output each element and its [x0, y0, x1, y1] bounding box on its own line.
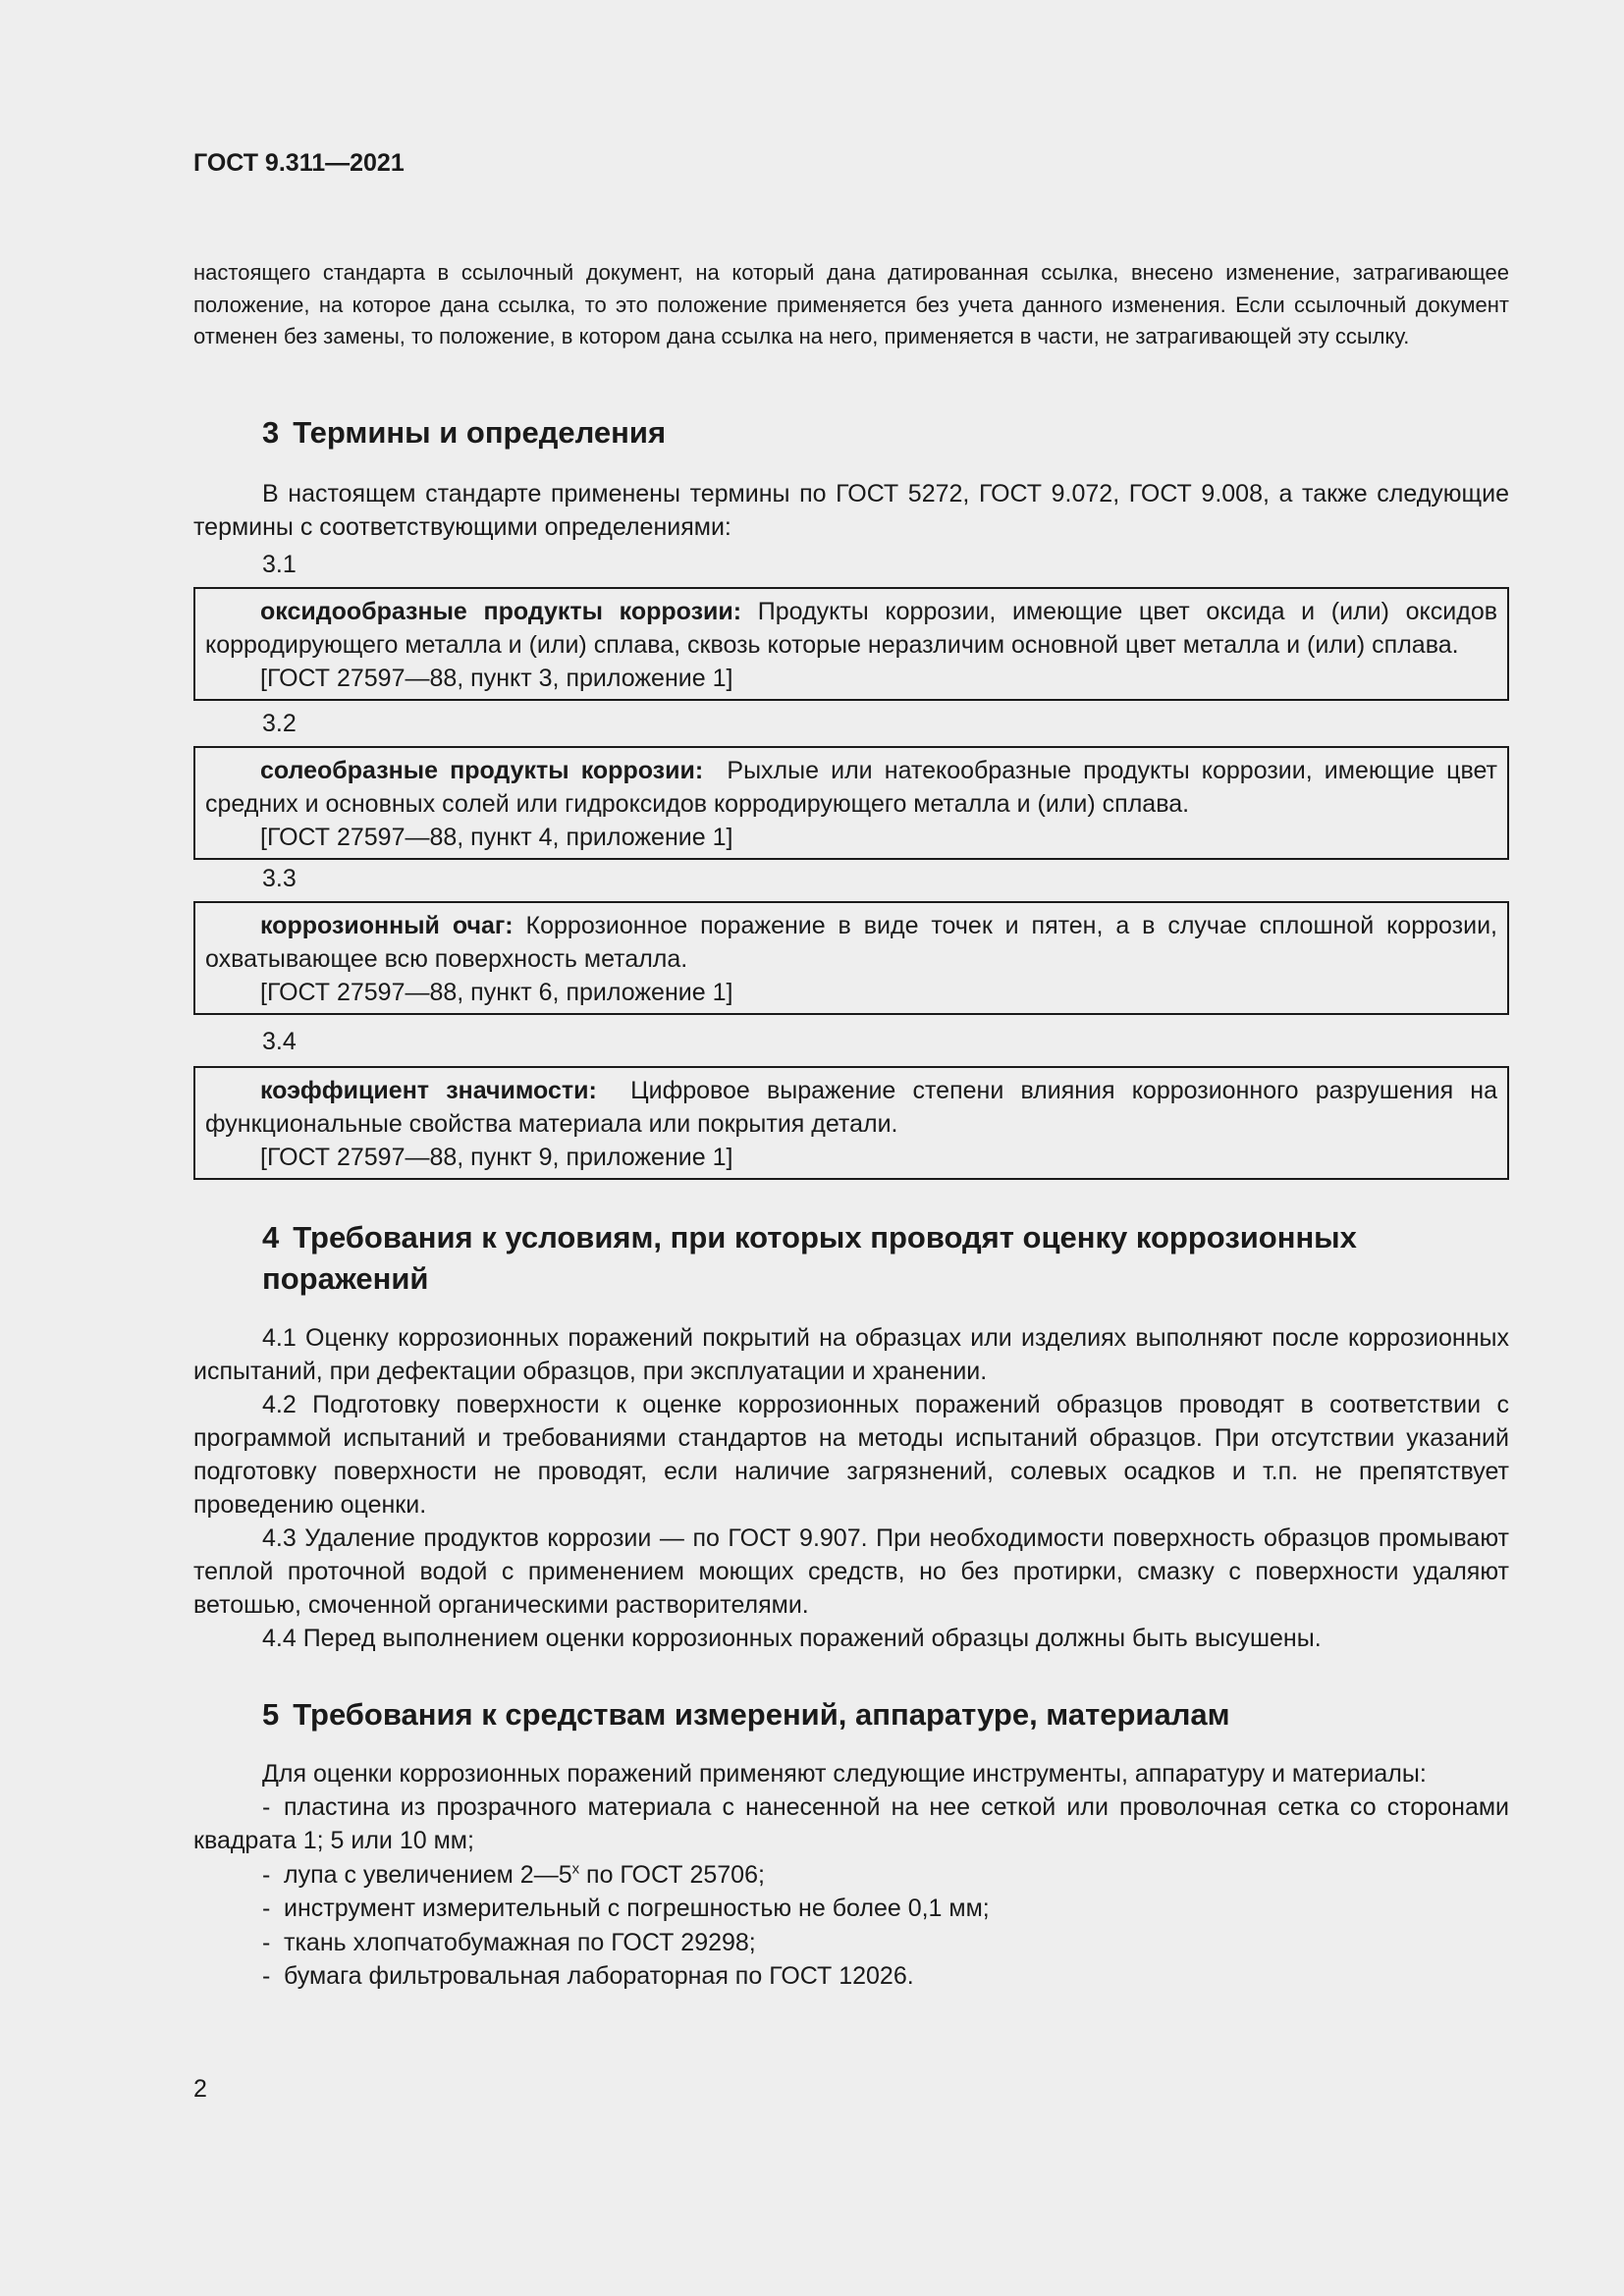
superscript: x	[571, 1860, 580, 1878]
term-box	[193, 901, 1509, 1015]
term-source: [ГОСТ 27597—88, пункт 9, приложение 1]	[260, 1143, 733, 1171]
term-source: [ГОСТ 27597—88, пункт 4, приложение 1]	[260, 823, 733, 851]
term-name: оксидообразные продукты коррозии:	[260, 597, 742, 625]
term-text: Коррозионное поражение в виде точек и пятен, а в случае сплошной коррозии, охватывающее всю поверхность металла.	[205, 911, 1497, 973]
section-4-number: 4	[262, 1219, 280, 1255]
term-name: солеобразные продукты коррозии:	[260, 756, 704, 784]
section-4-heading	[193, 1217, 1509, 1300]
page-number: 2	[193, 2075, 207, 2103]
intro-paragraph: настоящего стандарта в ссылочный документ, на который дана датированная ссылка, внесено изменение, затрагивающее положение, на которое дана ссылка, то это положение применяется без учета данного изменения. Если ссылочный документ отменен без замены, то положение, в котором дана ссылка на него, применяется в части, не затрагивающей эту ссылку.	[193, 260, 1509, 348]
list-item-text: ткань хлопчатобумажная по ГОСТ 29298;	[284, 1928, 756, 1956]
section-5-number: 5	[262, 1696, 280, 1732]
section-4-paragraph: 4.4 Перед выполнением оценки коррозионных поражений образцы должны быть высушены.	[262, 1624, 1322, 1652]
list-dash: -	[262, 1895, 271, 1922]
section-3-number: 3	[262, 414, 280, 450]
section-3-heading	[193, 412, 1509, 454]
list-item	[193, 1790, 1509, 1858]
section-4-paragraph: 4.1 Оценку коррозионных поражений покрытий на образцах или изделиях выполняют после коррозионных испытаний, при дефектации образцов, при эксплуатации и хранении.	[193, 1323, 1509, 1385]
list-dash: -	[262, 1962, 271, 1990]
list-item-text: бумага фильтровальная лабораторная по ГОСТ 12026.	[284, 1962, 914, 1990]
term-name: коэффициент значимости:	[260, 1076, 597, 1104]
section-4-title-line1: Требования к условиям, при которых проводят оценку коррозионных	[293, 1219, 1357, 1255]
term-definition	[205, 1074, 1497, 1141]
section-5-title: Требования к средствам измерений, аппаратуре, материалам	[293, 1696, 1230, 1732]
list-item	[193, 1858, 1509, 1893]
section-5-intro: Для оценки коррозионных поражений применяют следующие инструменты, аппаратуру и материалы:	[262, 1759, 1427, 1788]
section-3-title: Термины и определения	[293, 414, 667, 450]
term-text: Продукты коррозии, имеющие цвет оксида и (или) оксидов корродирующего металла и (или) сплава, сквозь которые неразличим основной цвет металла и (или) сплава.	[205, 597, 1498, 659]
term-number: 3.3	[262, 864, 297, 892]
list-item	[193, 1959, 1509, 1994]
page-content	[193, 145, 1509, 1994]
term-text: Рыхлые или натекообразные продукты коррозии, имеющие цвет средних и основных солей или гидроксидов корродирующего металла и (или) сплава.	[205, 756, 1497, 818]
list-item-text: лупа с увеличением 2—5	[284, 1860, 572, 1889]
term-number: 3.1	[262, 550, 297, 578]
term-text: Цифровое выражение степени влияния коррозионного разрушения на функциональные свойства материала или покрытия детали.	[205, 1076, 1497, 1138]
list-item-text: инструмент измерительный с погрешностью не более 0,1 мм;	[284, 1895, 990, 1922]
list-dash: -	[262, 1792, 271, 1821]
section-3-intro: В настоящем стандарте применены термины по ГОСТ 5272, ГОСТ 9.072, ГОСТ 9.008, а также следующие термины с соответствующими определениями:	[193, 479, 1509, 541]
section-4-paragraph: 4.2 Подготовку поверхности к оценке коррозионных поражений образцов проводят в соответствии с программой испытаний и требованиями стандартов на методы испытаний образцов. При отсутствии указаний подготовку поверхности не проводят, если наличие загрязнений, солевых осадков и т.п. не препятствует проведению оценки.	[193, 1390, 1509, 1519]
term-name: коррозионный очаг:	[260, 911, 514, 939]
list-item-text: пластина из прозрачного материала с нанесенной на нее сеткой или проволочная сетка со сторонами квадрата 1; 5 или 10 мм;	[193, 1792, 1509, 1854]
document-code: ГОСТ 9.311—2021	[193, 149, 405, 177]
section-4-title-line2: поражений	[262, 1260, 429, 1296]
term-definition	[205, 754, 1497, 821]
term-number: 3.2	[262, 709, 297, 737]
section-4-paragraph: 4.3 Удаление продуктов коррозии — по ГОСТ 9.907. При необходимости поверхность образцов промывают теплой проточной водой с применением моющих средств, но без протирки, смазку с поверхности удаляют ветошью, смоченной органическими растворителями.	[193, 1523, 1509, 1619]
term-box	[193, 1066, 1509, 1180]
list-item-text: по ГОСТ 25706;	[579, 1860, 765, 1889]
section-5-heading	[193, 1694, 1509, 1735]
term-source: [ГОСТ 27597—88, пункт 3, приложение 1]	[260, 664, 733, 692]
list-item	[193, 1926, 1509, 1960]
term-box	[193, 587, 1509, 701]
term-source: [ГОСТ 27597—88, пункт 6, приложение 1]	[260, 978, 733, 1006]
term-definition	[205, 909, 1497, 976]
term-number: 3.4	[262, 1027, 297, 1055]
list-item	[193, 1892, 1509, 1926]
term-definition	[205, 595, 1497, 662]
list-dash: -	[262, 1928, 271, 1956]
term-box	[193, 746, 1509, 860]
list-dash: -	[262, 1860, 271, 1889]
